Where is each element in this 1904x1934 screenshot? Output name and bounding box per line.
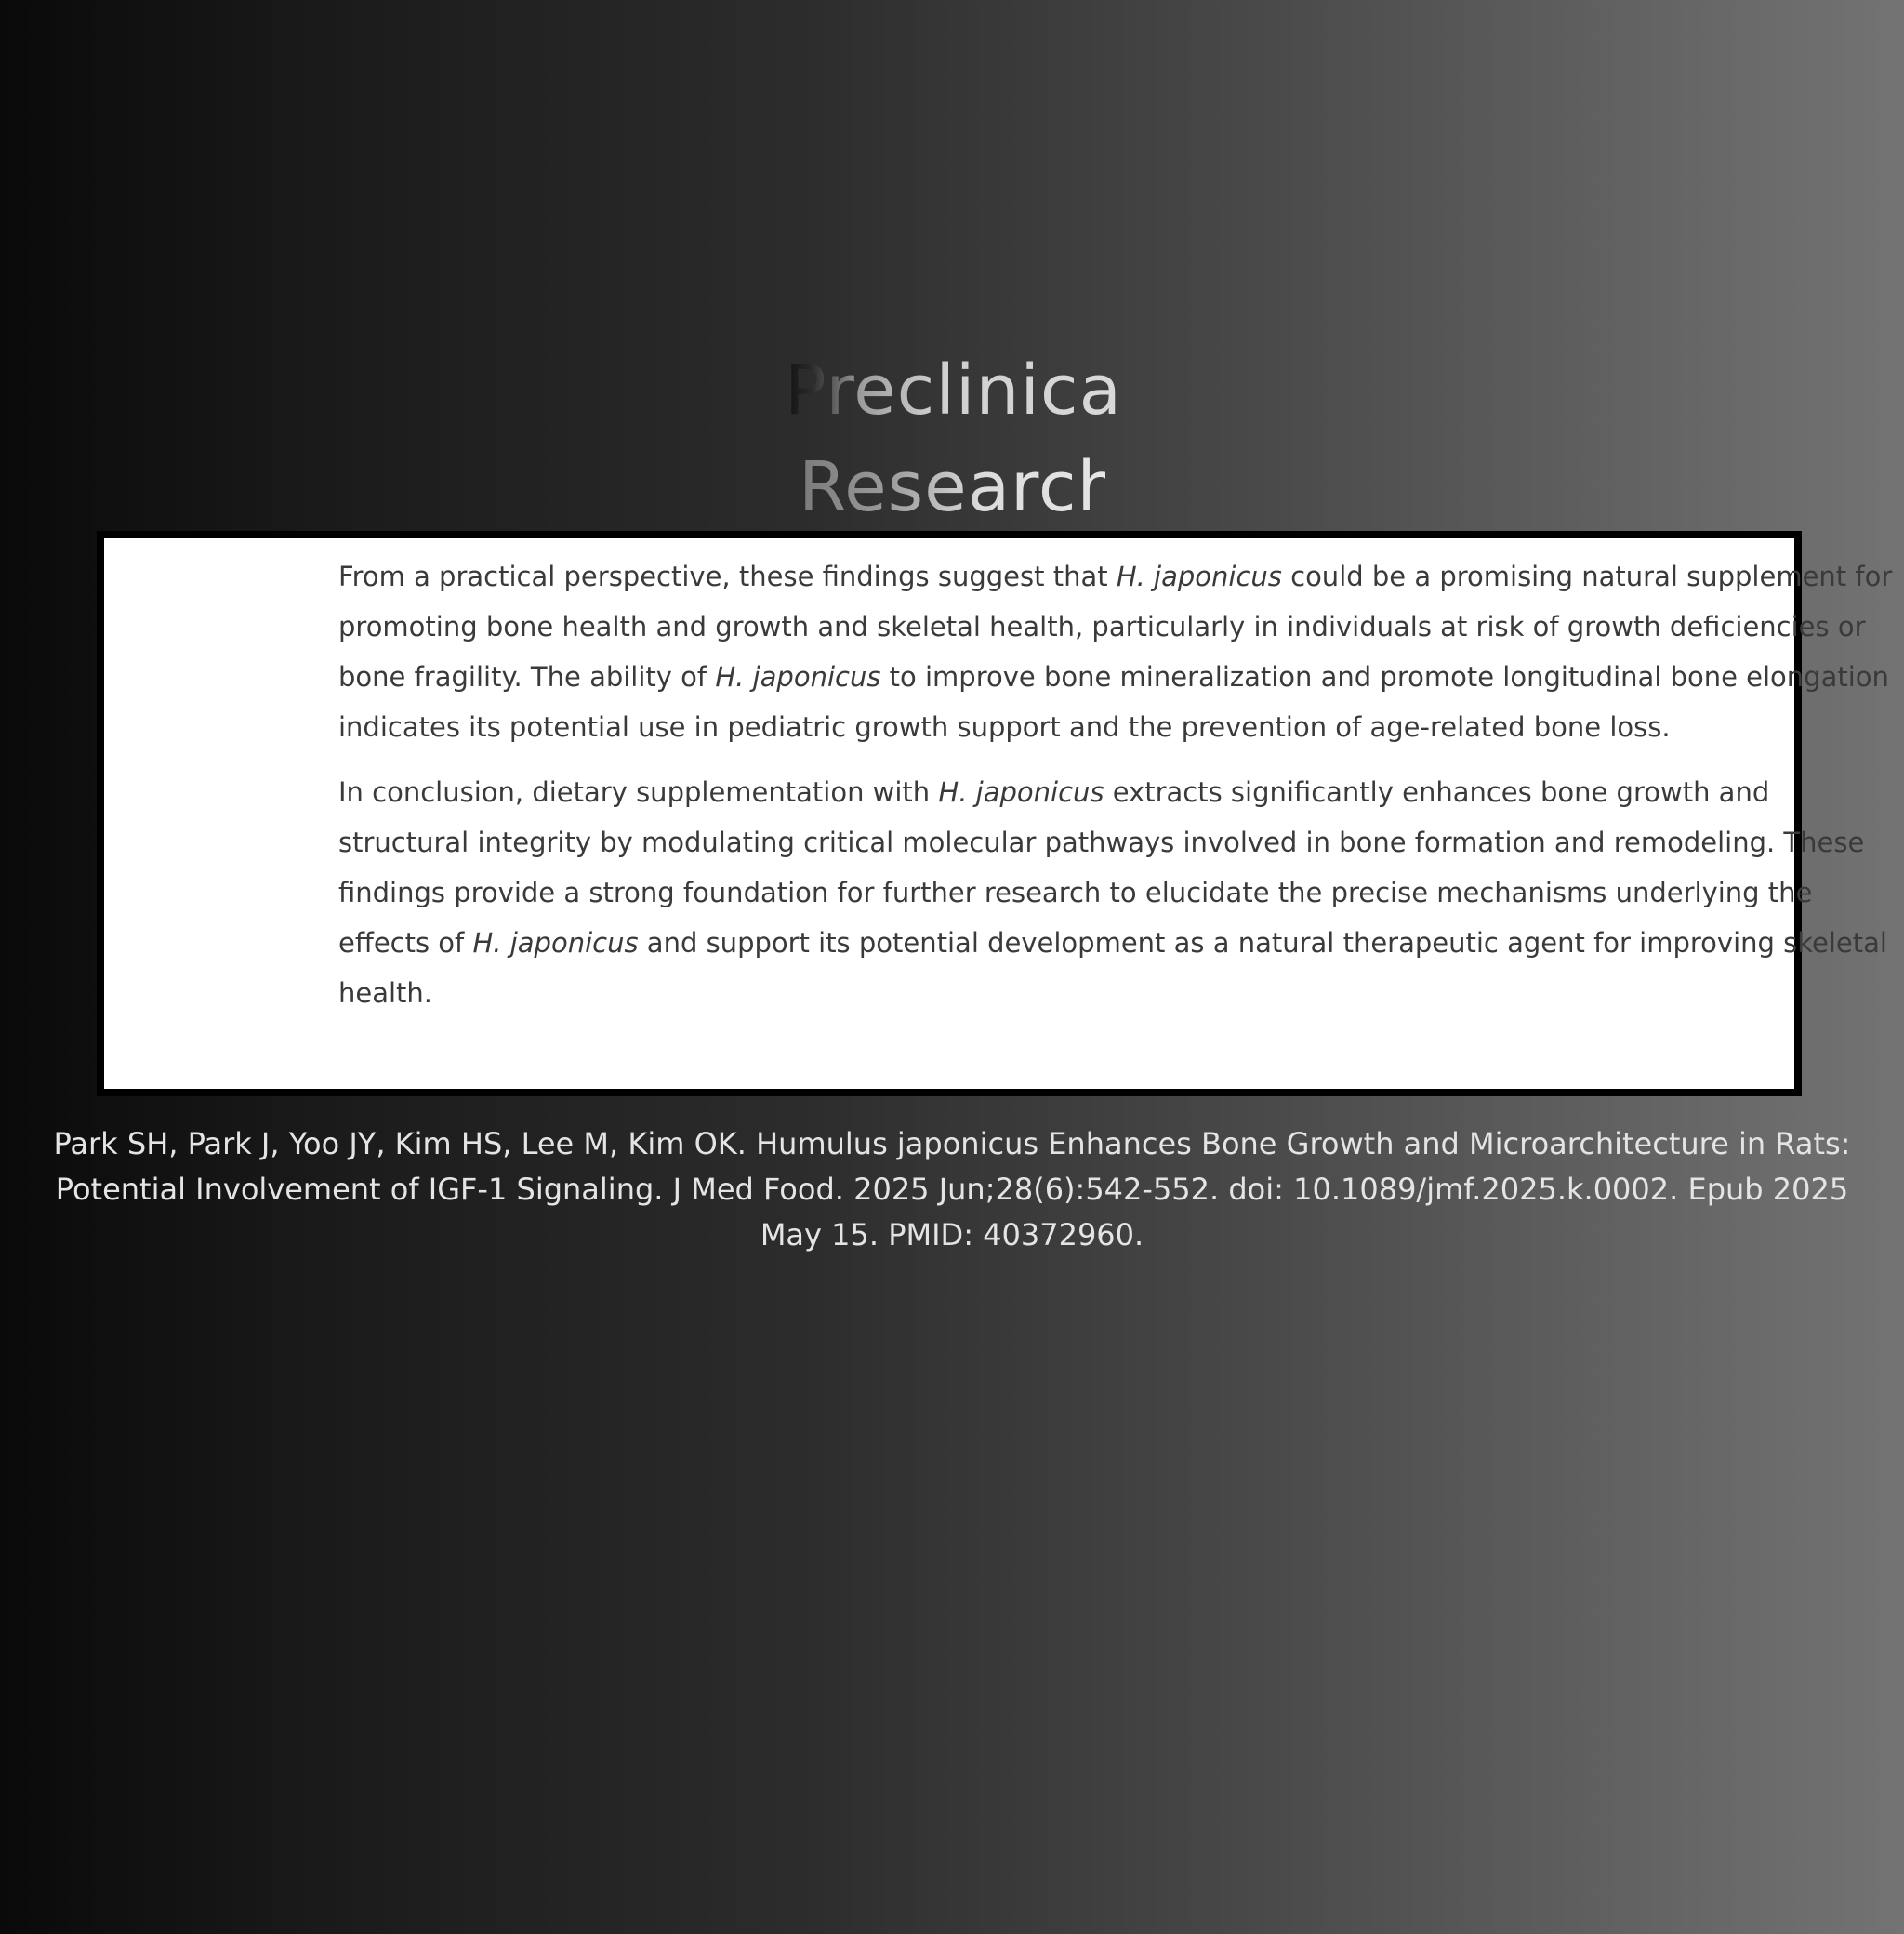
excerpt-paragraph-2-text-2: extracts significantly enhances bone growth and structural integrity by modulating critical molecular pathways involved in bone formation and remodeling. These findings provide a strong foundation for further research to elucidate the precise mechanisms underlying the effects of [338,776,1865,959]
page-title-line-1: Preclinical [785,342,1119,439]
excerpt-paragraph-1 [338,551,1900,752]
excerpt-paragraph-1-text-3: to improve bone mineralization and promote longitudinal bone elongation indicates its potential use in pediatric growth support and the prevention of age-related bone loss. [338,661,1889,743]
species-name: H. japonicus [1116,561,1282,592]
article-excerpt-panel [97,531,1893,1096]
page-title-line-2: Research [799,439,1105,536]
species-name: H. japonicus [938,776,1104,808]
page-title [0,342,1904,536]
excerpt-paragraph-2 [338,767,1900,1018]
excerpt-paragraph-1-text-1: From a practical perspective, these findings suggest that [338,561,1117,592]
excerpt-paragraph-2-text-3: and support its potential development as a natural therapeutic agent for improving skeletal health. [338,927,1887,1009]
citation-reference: Park SH, Park J, Yoo JY, Kim HS, Lee M, Kim OK. Humulus japonicus Enhances Bone Growth and Microarchitecture in Rats: Potential Involvement of IGF-1 Signaling. J Med Food. 2025 Jun;28(6):542-552. doi: 10.1089/jmf.2025.k.0002. Epub 2025 May 15. PMID: 40372960. [53,1126,1851,1252]
excerpt-paragraph-2-text-1: In conclusion, dietary supplementation with [338,776,939,808]
species-name: H. japonicus [715,661,881,693]
excerpt-paragraph-1-text-2: could be a promising natural supplement for promoting bone health and growth and skeletal health, particularly in individuals at risk of growth deficiencies or bone fragility. The ability of [338,561,1893,693]
article-excerpt [338,551,1900,1033]
species-name: H. japonicus [472,927,639,959]
